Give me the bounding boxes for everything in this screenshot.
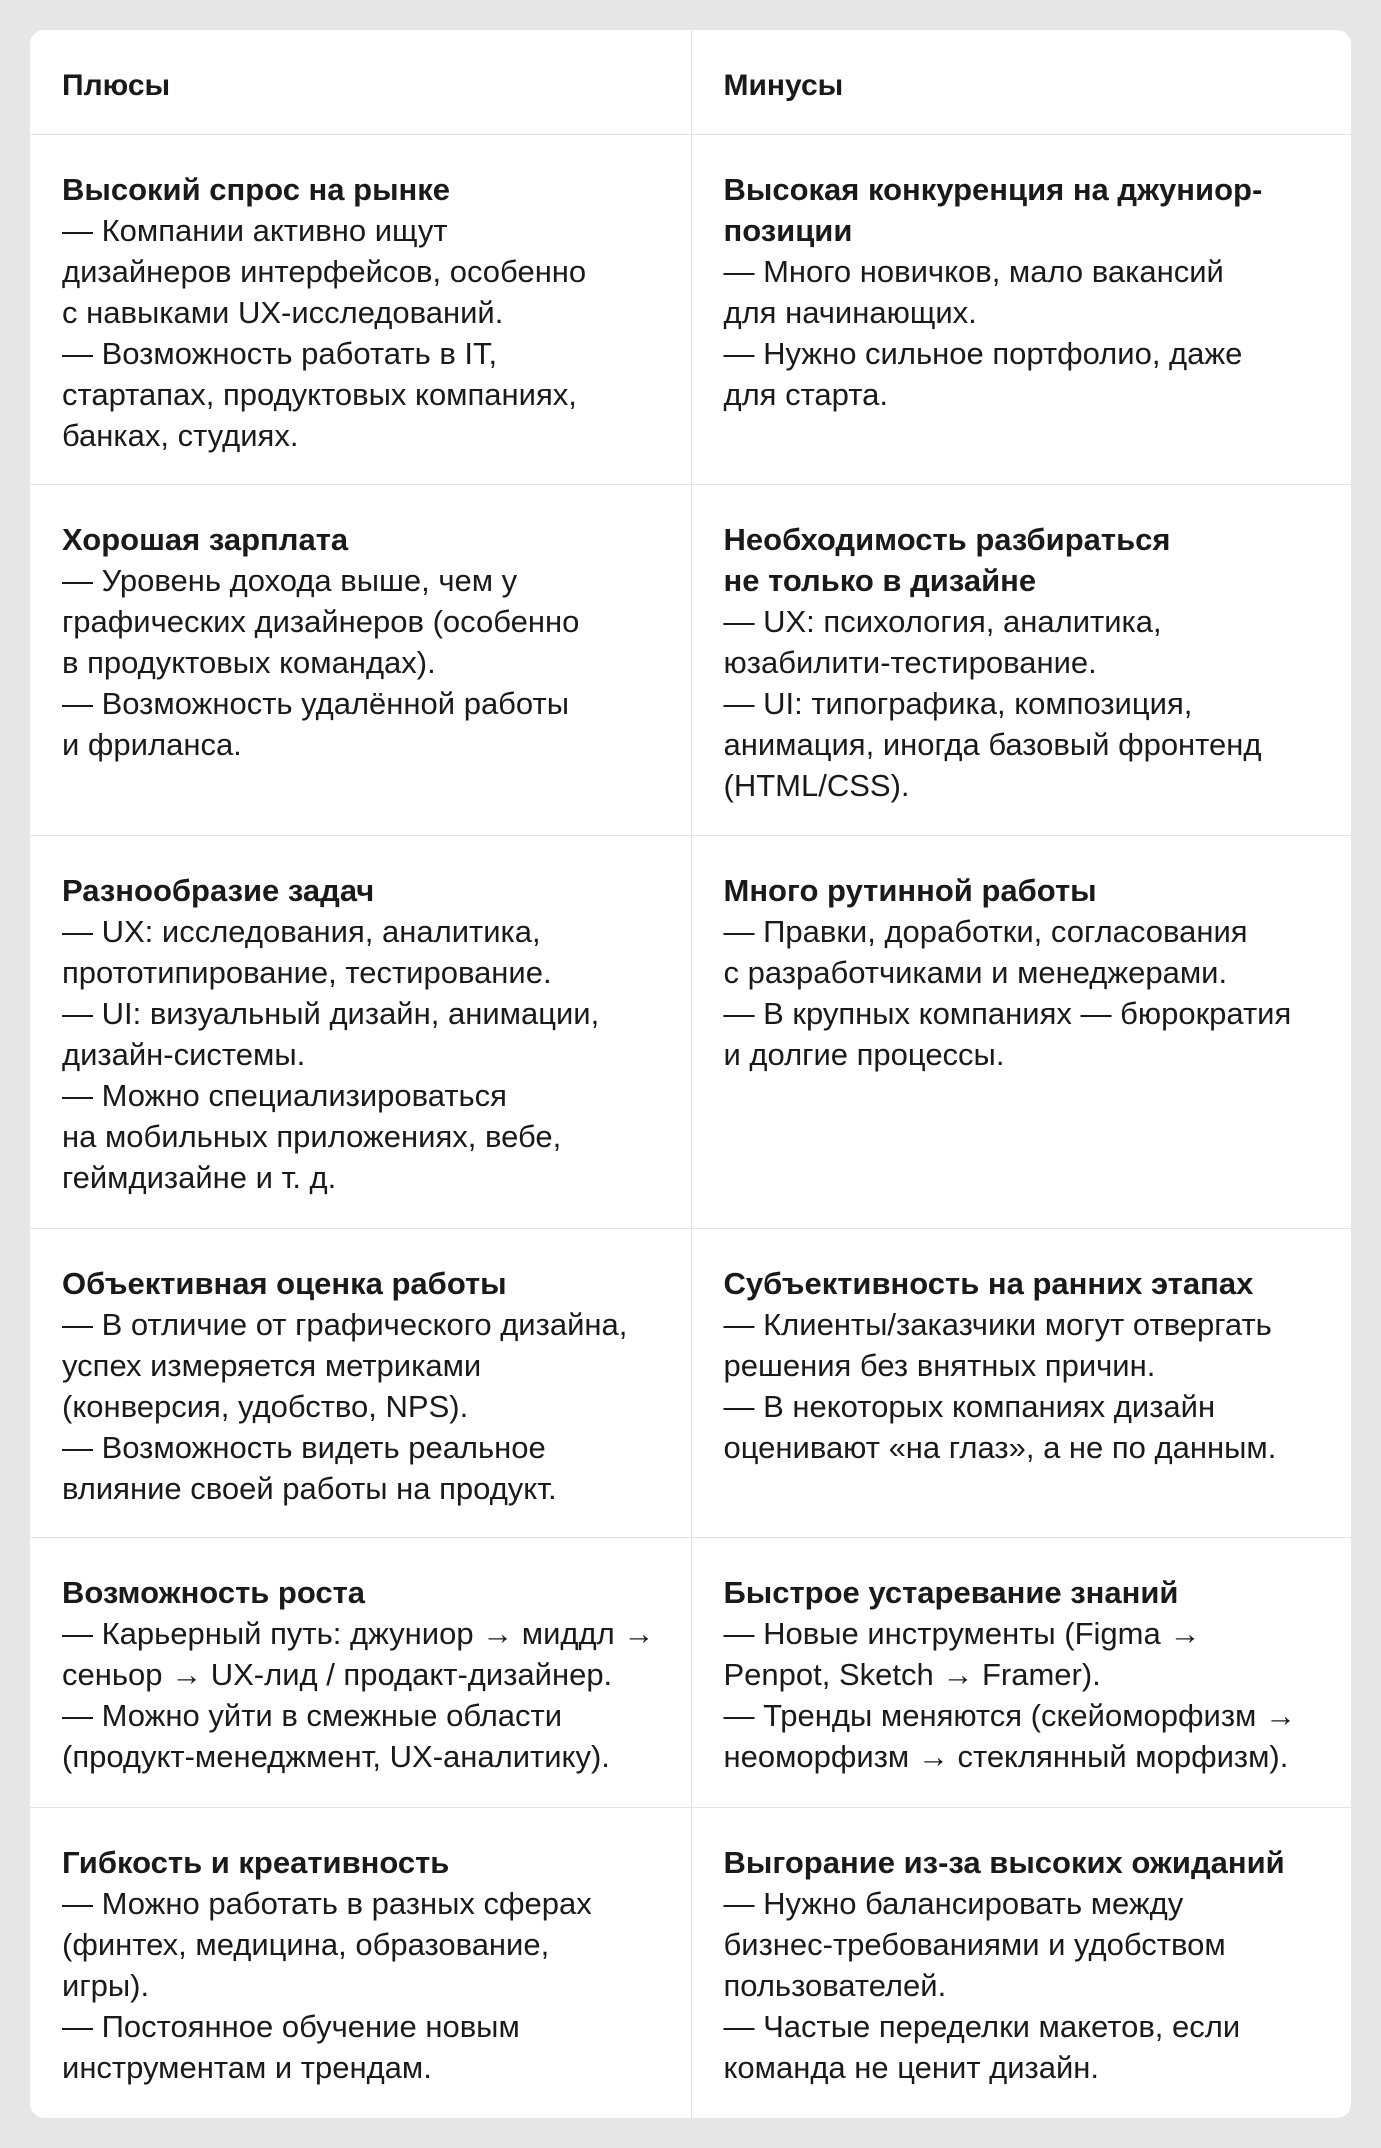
con-title: Много рутинной работы bbox=[723, 872, 1097, 908]
pro-point: — Можно работать в разных сферах (финтех, медицина, образование, игры). bbox=[62, 1885, 592, 2003]
con-title: Необходимость разбираться не только в дизайне bbox=[723, 521, 1171, 598]
con-cell bbox=[691, 484, 1351, 835]
con-point: — В крупных компаниях — бюрократия и долгие процессы. bbox=[723, 995, 1292, 1072]
pro-point: — Возможность удалённой работы и фриланса. bbox=[62, 685, 569, 762]
pro-cell bbox=[30, 484, 691, 835]
pro-cell bbox=[30, 1807, 691, 2118]
pro-point: — Можно уйти в смежные области (продукт-менеджмент, UX-аналитику). bbox=[62, 1697, 610, 1774]
con-point: — Частые переделки макетов, если команда не ценит дизайн. bbox=[723, 2008, 1241, 2085]
pro-cell bbox=[30, 835, 691, 1228]
pro-cell bbox=[30, 1537, 691, 1807]
con-point: — Нужно балансировать между бизнес-требованиями и удобством пользователей. bbox=[723, 1885, 1226, 2003]
con-point: — Новые инструменты (Figma → Penpot, Sketch → Framer). bbox=[723, 1615, 1201, 1692]
con-cell bbox=[691, 835, 1351, 1228]
con-point: — UI: типографика, композиция, анимация, иногда базовый фронтенд (HTML/CSS). bbox=[723, 685, 1262, 803]
header-pros: Плюсы bbox=[30, 30, 691, 134]
pro-title: Высокий спрос на рынке bbox=[62, 171, 451, 207]
pro-cell bbox=[30, 134, 691, 484]
pro-title: Гибкость и креативность bbox=[62, 1844, 450, 1880]
pro-title: Разнообразие задач bbox=[62, 872, 375, 908]
table-row bbox=[30, 1807, 1351, 2118]
con-title: Субъективность на ранних этапах bbox=[723, 1265, 1254, 1301]
con-title: Быстрое устаревание знаний bbox=[723, 1574, 1179, 1610]
con-point: — Много новичков, мало вакансий для начинающих. bbox=[723, 253, 1224, 330]
con-point: — В некоторых компаниях дизайн оценивают «на глаз», а не по данным. bbox=[723, 1388, 1277, 1465]
pro-point: — Компании активно ищут дизайнеров интерфейсов, особенно с навыками UX-исследований. bbox=[62, 212, 587, 330]
con-cell bbox=[691, 1807, 1351, 2118]
header-row bbox=[30, 30, 1351, 134]
con-point: — UX: психология, аналитика, юзабилити-тестирование. bbox=[723, 603, 1162, 680]
pro-point: — Можно специализироваться на мобильных приложениях, вебе, геймдизайне и т. д. bbox=[62, 1077, 562, 1195]
pro-cell bbox=[30, 1228, 691, 1537]
table-row bbox=[30, 1228, 1351, 1537]
con-title: Высокая конкуренция на джуниор- позиции bbox=[723, 171, 1263, 248]
con-point: — Клиенты/заказчики могут отвергать решения без внятных причин. bbox=[723, 1306, 1272, 1383]
con-point: — Тренды меняются (скейоморфизм → неоморфизм → стеклянный морфизм). bbox=[723, 1697, 1296, 1774]
pro-point: — В отличие от графического дизайна, успех измеряется метриками (конверсия, удобство, NPS). bbox=[62, 1306, 628, 1424]
header-cons: Минусы bbox=[691, 30, 1351, 134]
con-title: Выгорание из-за высоких ожиданий bbox=[723, 1844, 1285, 1880]
pro-point: — Постоянное обучение новым инструментам и трендам. bbox=[62, 2008, 520, 2085]
table-row bbox=[30, 1537, 1351, 1807]
pro-title: Возможность роста bbox=[62, 1574, 366, 1610]
pro-title: Объективная оценка работы bbox=[62, 1265, 507, 1301]
con-cell bbox=[691, 134, 1351, 484]
pro-point: — UX: исследования, аналитика, прототипирование, тестирование. bbox=[62, 913, 552, 990]
con-cell bbox=[691, 1537, 1351, 1807]
pro-point: — Уровень дохода выше, чем у графических дизайнеров (особенно в продуктовых командах). bbox=[62, 562, 580, 680]
con-point: — Нужно сильное портфолио, даже для старта. bbox=[723, 335, 1243, 412]
pro-point: — Возможность видеть реальное влияние своей работы на продукт. bbox=[62, 1429, 557, 1506]
pro-title: Хорошая зарплата bbox=[62, 521, 349, 557]
table-row bbox=[30, 484, 1351, 835]
table-row bbox=[30, 835, 1351, 1228]
con-cell bbox=[691, 1228, 1351, 1537]
pro-point: — Карьерный путь: джуниор → миддл → сеньор → UX-лид / продакт-дизайнер. bbox=[62, 1615, 655, 1692]
pro-point: — UI: визуальный дизайн, анимации, дизайн-системы. bbox=[62, 995, 600, 1072]
table-row bbox=[30, 134, 1351, 484]
con-point: — Правки, доработки, согласования с разработчиками и менеджерами. bbox=[723, 913, 1248, 990]
pros-cons-card bbox=[30, 30, 1351, 2118]
pros-cons-table bbox=[30, 30, 1351, 2118]
pro-point: — Возможность работать в IT, стартапах, продуктовых компаниях, банках, студиях. bbox=[62, 335, 577, 453]
